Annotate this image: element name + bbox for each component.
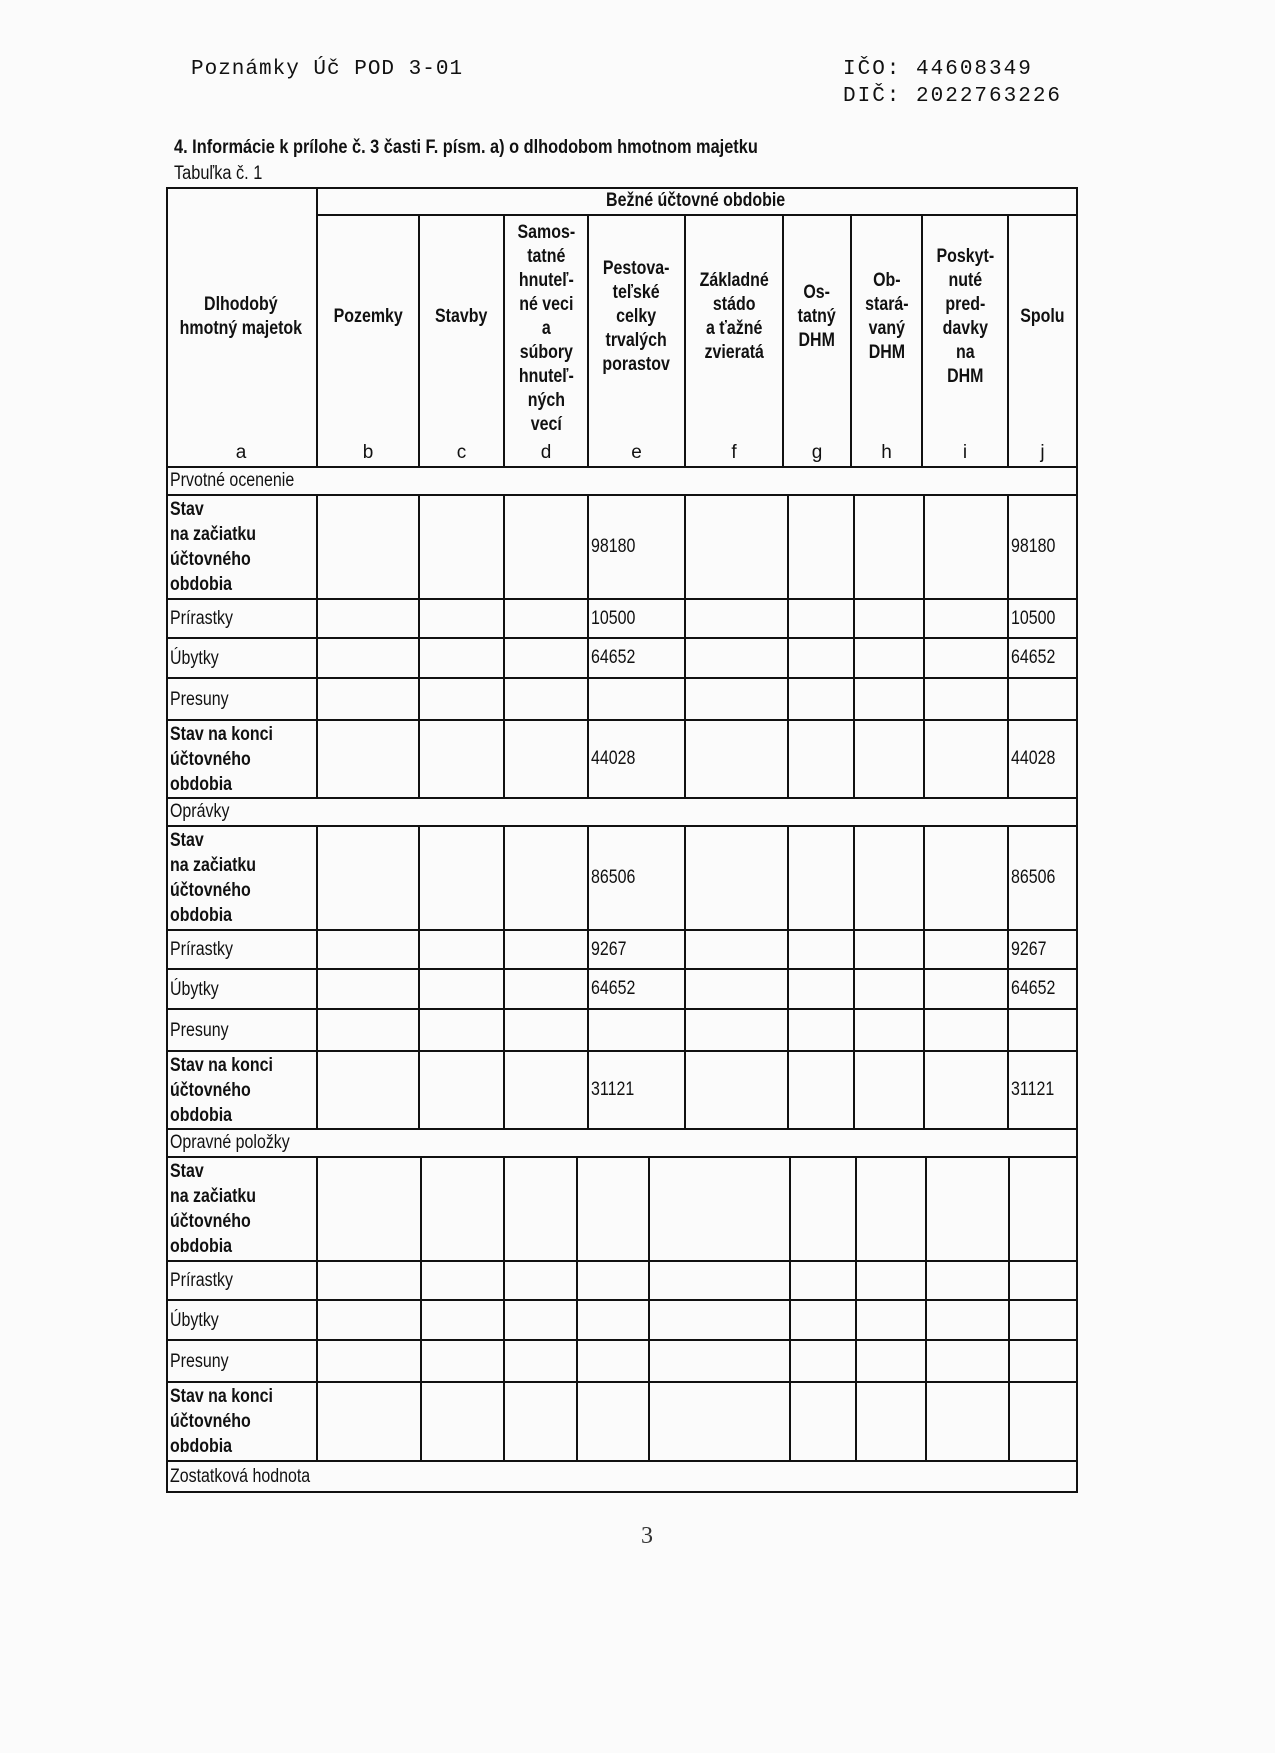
body-col-line bbox=[855, 1158, 857, 1460]
col-letter-g: g bbox=[811, 442, 823, 463]
row-line bbox=[166, 1299, 1078, 1301]
section-prvotne-ocenenie: Prvotné ocenenie bbox=[170, 470, 295, 491]
body-col-line bbox=[587, 496, 589, 797]
row-line bbox=[166, 1008, 1078, 1010]
row-label-presuny: Presuny bbox=[170, 688, 229, 710]
cell-value: 44028 bbox=[1011, 748, 1056, 769]
body-col-line bbox=[418, 496, 420, 797]
col-letter-c: c bbox=[456, 442, 467, 463]
cell-value: 64652 bbox=[591, 978, 636, 999]
col-header-a: Dlhodobý hmotný majetok bbox=[179, 294, 303, 339]
row-label-ubytky: Úbytky bbox=[170, 647, 219, 669]
period-header-divider bbox=[316, 214, 1078, 216]
cell-value: 64652 bbox=[1011, 647, 1056, 668]
col-header-f: Základné stádo a ťažné zvieratá bbox=[699, 270, 769, 363]
sect3-line bbox=[166, 1156, 1078, 1158]
col-header-i: Poskyt- nuté pred- davky na DHM bbox=[936, 246, 994, 387]
body-col-line bbox=[789, 1158, 791, 1460]
col-letter-i: i bbox=[962, 442, 968, 463]
row-label-stav-koniec: Stav na konci účtovného obdobia bbox=[170, 723, 273, 795]
body-col-line bbox=[787, 827, 789, 1128]
document-header-title: Poznámky Úč POD 3-01 bbox=[191, 58, 464, 81]
row-line bbox=[166, 1260, 1078, 1262]
sect2-top-line bbox=[166, 797, 1078, 799]
col-letter-j: j bbox=[1040, 442, 1045, 463]
body-col-line bbox=[925, 1158, 927, 1460]
cell-value: 64652 bbox=[1011, 978, 1056, 999]
cell-value: 10500 bbox=[1011, 607, 1056, 629]
body-col-line bbox=[1007, 827, 1009, 1128]
col-letter-h: h bbox=[881, 442, 892, 463]
cell-value: 86506 bbox=[591, 867, 636, 888]
col-header-e: Pestova- teľské celky trvalých porastov bbox=[602, 258, 671, 375]
body-col-line bbox=[1007, 496, 1009, 797]
col-letter-f: f bbox=[731, 442, 737, 463]
dlhodoby-majetok-table bbox=[166, 187, 1078, 1493]
row-line bbox=[166, 1339, 1078, 1341]
section-opravne-polozky: Opravné položky bbox=[170, 1132, 290, 1153]
col-header-b: Pozemky bbox=[333, 306, 403, 327]
body-col-line bbox=[684, 827, 686, 1128]
section-zostatkova-hodnota: Zostatková hodnota bbox=[170, 1465, 311, 1487]
body-col-line bbox=[923, 827, 925, 1128]
cell-value: 10500 bbox=[591, 607, 636, 629]
col-letter-b: b bbox=[362, 442, 374, 463]
cell-value: 98180 bbox=[1011, 536, 1056, 557]
cell-value: 44028 bbox=[591, 748, 636, 769]
body-col-line bbox=[420, 1158, 422, 1460]
page-number: 3 bbox=[641, 1523, 653, 1549]
col-letter-e: e bbox=[631, 442, 642, 463]
dic-number: DIČ: 2022763226 bbox=[843, 85, 1063, 108]
col-letter-d: d bbox=[540, 442, 552, 463]
cell-value: 86506 bbox=[1011, 867, 1056, 888]
col-letter-a: a bbox=[235, 442, 247, 463]
col-header-j: Spolu bbox=[1020, 306, 1065, 327]
period-header: Bežné účtovné obdobie bbox=[606, 189, 786, 211]
body-col-line bbox=[684, 496, 686, 797]
row-label-prirastky: Prírastky bbox=[170, 608, 233, 629]
row-line bbox=[166, 1381, 1078, 1383]
row-label-stav-zaciatok: Stav na začiatku účtovného obdobia bbox=[170, 830, 257, 926]
body-col-line bbox=[316, 496, 318, 797]
row-label-stav-koniec: Stav na konci účtovného obdobia bbox=[170, 1386, 273, 1457]
row-label-ubytky: Úbytky bbox=[170, 1309, 219, 1331]
body-col-line bbox=[1008, 1158, 1010, 1460]
cell-value: 9267 bbox=[591, 938, 627, 960]
cell-value: 64652 bbox=[591, 647, 636, 668]
cell-value: 31121 bbox=[591, 1079, 635, 1100]
table-label: Tabuľka č. 1 bbox=[174, 163, 263, 184]
body-col-line bbox=[503, 496, 505, 797]
cell-value: 31121 bbox=[1011, 1079, 1055, 1100]
body-col-line bbox=[787, 496, 789, 797]
body-col-line bbox=[503, 1158, 505, 1460]
body-col-line bbox=[648, 1158, 650, 1460]
row-label-presuny: Presuny bbox=[170, 1350, 229, 1372]
ico-number: IČO: 44608349 bbox=[843, 58, 1033, 81]
table-border-right bbox=[1076, 187, 1078, 1493]
row-label-ubytky: Úbytky bbox=[170, 978, 219, 1000]
body-col-line bbox=[316, 827, 318, 1128]
body-col-line bbox=[576, 1158, 578, 1460]
col-header-h: Ob- stará- vaný DHM bbox=[864, 270, 909, 363]
section-title: 4. Informácie k prílohe č. 3 časti F. písm. a) o dlhodobom hmotnom majetku bbox=[174, 137, 758, 158]
body-col-line bbox=[853, 496, 855, 797]
row-label-prirastky: Prírastky bbox=[170, 1270, 233, 1291]
row-label-presuny: Presuny bbox=[170, 1019, 229, 1041]
col-header-g: Os- tatný DHM bbox=[797, 282, 837, 351]
cell-value: 9267 bbox=[1011, 938, 1047, 960]
body-col-line bbox=[587, 827, 589, 1128]
cell-value: 98180 bbox=[591, 536, 636, 557]
body-col-line bbox=[316, 1158, 318, 1460]
section-opravky: Oprávky bbox=[170, 801, 230, 822]
body-col-line bbox=[923, 496, 925, 797]
row-label-stav-zaciatok: Stav na začiatku účtovného obdobia bbox=[170, 1161, 257, 1257]
row-line bbox=[166, 677, 1078, 679]
body-col-line bbox=[418, 827, 420, 1128]
row-label-stav-koniec: Stav na konci účtovného obdobia bbox=[170, 1054, 273, 1126]
col-header-d: Samos- tatné hnuteľ- né veci a súbory hnuteľ- ných vecí bbox=[517, 222, 575, 435]
body-col-line bbox=[853, 827, 855, 1128]
col-header-c: Stavby bbox=[435, 306, 488, 327]
row-label-prirastky: Prírastky bbox=[170, 939, 233, 960]
table-border-bottom bbox=[166, 1491, 1078, 1493]
body-col-line bbox=[503, 827, 505, 1128]
row-label-stav-zaciatok: Stav na začiatku účtovného obdobia bbox=[170, 499, 257, 595]
